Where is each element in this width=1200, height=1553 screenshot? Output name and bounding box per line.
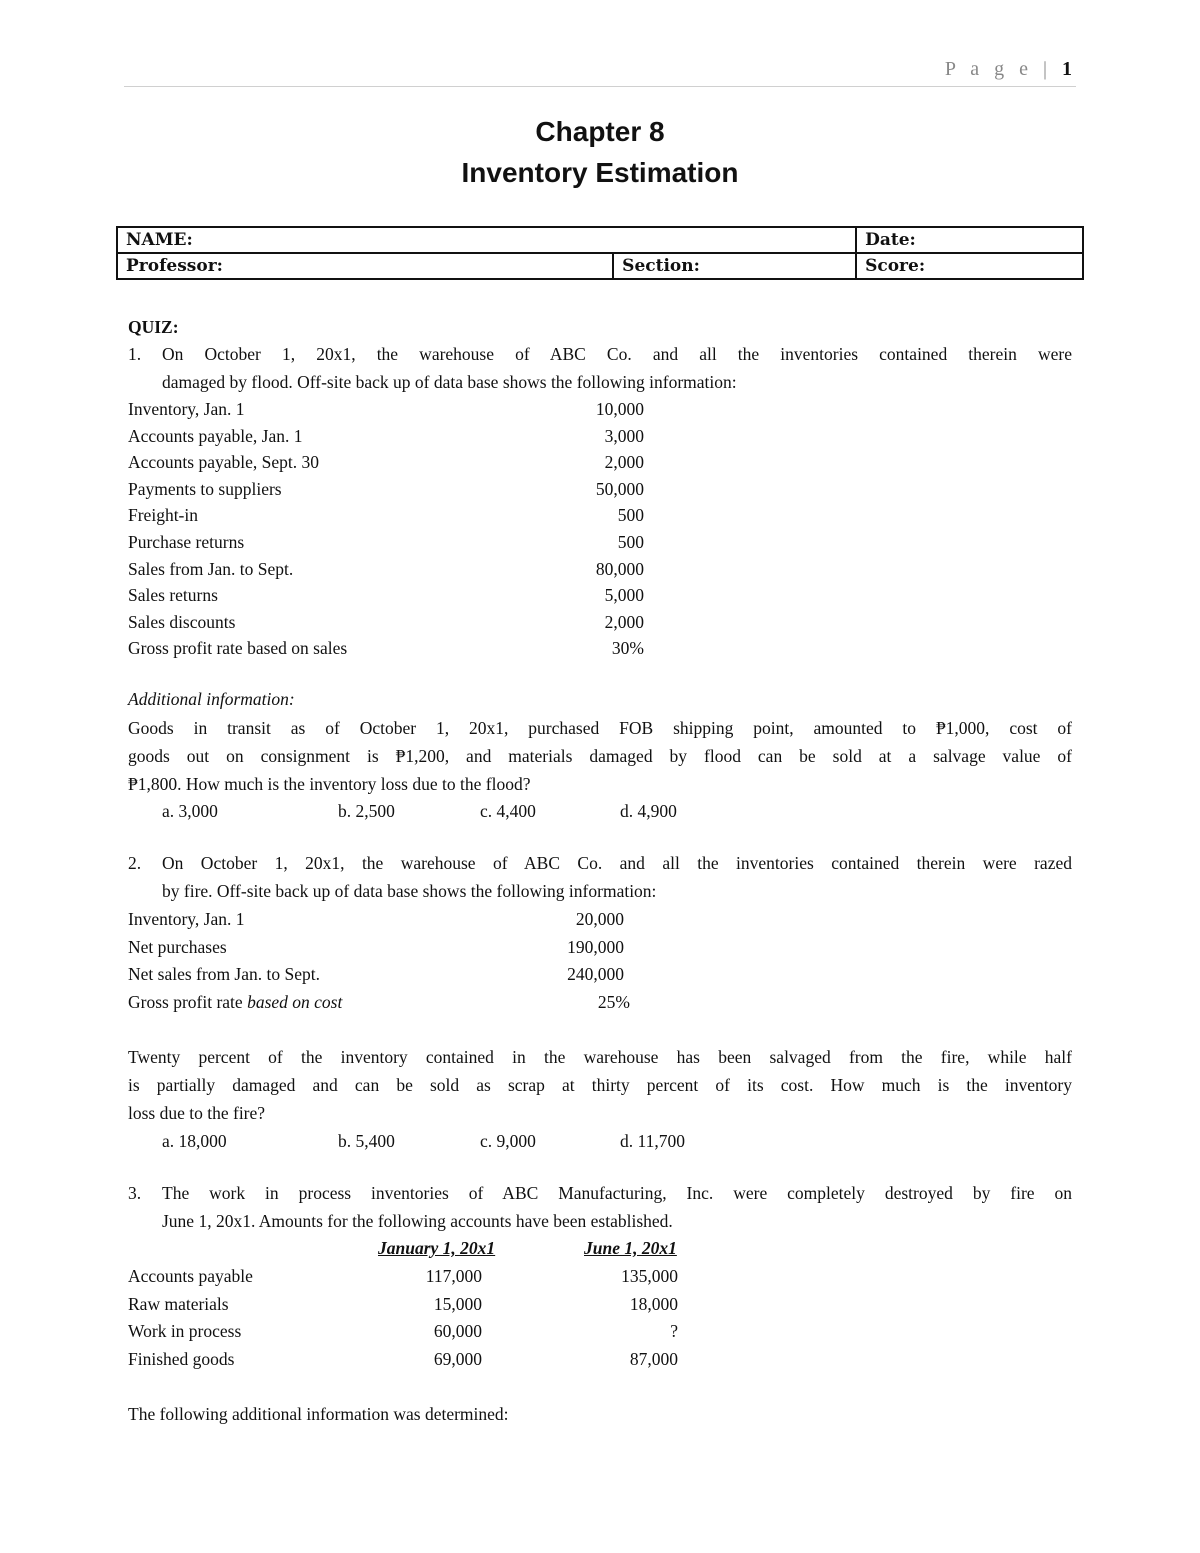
q1-item-value: 80,000 (595, 558, 644, 579)
q3-footer: The following additional information was determined: (128, 1404, 509, 1424)
q3-row-jan: 60,000 (433, 1321, 482, 1342)
q1-item-label: Sales discounts (128, 611, 236, 632)
q3-col-jan: January 1, 20x1 (378, 1238, 496, 1258)
q1-item-label: Accounts payable, Sept. 30 (128, 452, 319, 473)
q2-para-line2: is partially damaged and can be sold as scrap at thirty percent of its cost. How much is the inventory (128, 1075, 1072, 1095)
chapter-subtitle: Inventory Estimation (461, 157, 739, 188)
quiz-heading: QUIZ: (128, 317, 179, 337)
q3-row-label: Finished goods (128, 1348, 235, 1369)
q3-row-jun: 135,000 (621, 1266, 678, 1286)
q1-item-value: 2,000 (604, 452, 644, 473)
q1-item-label: Payments to suppliers (128, 478, 282, 499)
q1-additional-heading: Additional information: (128, 689, 295, 709)
q1-number: 1. (128, 344, 142, 364)
q1-item-label: Gross profit rate based on sales (128, 638, 348, 659)
q2-text-line2: by fire. Off-site back up of data base shows the following information: (162, 881, 657, 901)
q2-choice-d: d. 11,700 (620, 1131, 685, 1151)
page-number-value: 1 (1062, 58, 1072, 80)
q1-choice-d: d. 4,900 (620, 801, 677, 821)
q1-choice-b: b. 2,500 (338, 801, 395, 821)
page-header (124, 58, 1076, 87)
score-cell: Score: (856, 253, 1083, 279)
q2-gp-label-text: Gross profit rate (128, 992, 243, 1012)
q1-item-label: Sales from Jan. to Sept. (128, 558, 294, 579)
q1-item-label: Freight-in (128, 505, 198, 526)
q1-item-label: Accounts payable, Jan. 1 (128, 425, 303, 446)
q3-text-line2: June 1, 20x1. Amounts for the following accounts have been established. (162, 1211, 673, 1231)
q2-item-label: Inventory, Jan. 1 (128, 909, 245, 929)
chapter-title: Chapter 8 (535, 116, 665, 147)
q3-row-jan: 117,000 (425, 1266, 482, 1286)
q2-item-label: Net purchases (128, 936, 227, 957)
q2-para-line1: Twenty percent of the inventory contained in the warehouse has been salvaged from the fire, while half (128, 1047, 1072, 1067)
q2-item-value: 240,000 (567, 964, 624, 985)
professor-cell: Professor: (117, 253, 613, 279)
q1-text-line1: On October 1, 20x1, the warehouse of ABC Co. and all the inventories contained therein were (162, 344, 1072, 364)
date-cell: Date: (856, 227, 1083, 253)
q2-choice-b: b. 5,400 (338, 1131, 395, 1151)
q2-para-line3: loss due to the fire? (128, 1103, 266, 1123)
q2-choice-a: a. 18,000 (162, 1131, 227, 1151)
q1-choice-c: c. 4,400 (480, 801, 536, 821)
q3-row-jun: 18,000 (629, 1293, 678, 1314)
q2-text-line1: On October 1, 20x1, the warehouse of ABC Co. and all the inventories contained therein were razed (162, 853, 1072, 873)
q1-item-value: 30% (611, 638, 644, 659)
name-cell: NAME: (117, 227, 856, 253)
q1-item-label: Inventory, Jan. 1 (128, 399, 245, 419)
q1-item-value: 50,000 (595, 478, 644, 499)
q1-item-value: 10,000 (595, 399, 644, 419)
q2-gp-value: 25% (597, 992, 630, 1012)
page-number (945, 58, 1072, 81)
q2-item-value: 190,000 (567, 936, 624, 957)
page-label: P a g e | (944, 58, 1052, 80)
q3-row-jan: 69,000 (433, 1348, 482, 1369)
q1-text-line2: damaged by flood. Off-site back up of data base shows the following information: (162, 372, 737, 392)
q3-row-label: Work in process (128, 1321, 242, 1342)
q3-row-jun: 87,000 (629, 1348, 678, 1369)
q2-gp-label-italic: based on cost (247, 992, 343, 1012)
q3-row-label: Accounts payable (128, 1266, 253, 1286)
q1-item-label: Purchase returns (128, 532, 245, 552)
q1-additional-line2: goods out on consignment is ₱1,200, and materials damaged by flood can be sold at a salvage value of (128, 746, 1072, 766)
q1-choice-a: a. 3,000 (162, 801, 218, 821)
q2-number: 2. (128, 853, 142, 873)
q1-additional-line1: Goods in transit as of October 1, 20x1, purchased FOB shipping point, amounted to ₱1,000, cost of (128, 718, 1072, 738)
q2-gp-label (128, 989, 342, 1016)
q2-item-label: Net sales from Jan. to Sept. (128, 964, 320, 985)
q2-item-value: 20,000 (575, 909, 624, 929)
q1-additional-line3: ₱1,800. How much is the inventory loss due to the flood? (128, 774, 531, 794)
q3-text-line1: The work in process inventories of ABC Manufacturing, Inc. were completely destroyed by fire on (162, 1183, 1072, 1203)
student-info-table (116, 226, 1084, 280)
q3-row-jun: ? (670, 1321, 678, 1342)
q1-item-value: 500 (617, 505, 644, 526)
q1-item-value: 5,000 (604, 585, 644, 606)
q1-item-value: 500 (617, 532, 644, 552)
q3-row-jan: 15,000 (433, 1293, 482, 1314)
q3-number: 3. (128, 1183, 142, 1203)
q2-choice-c: c. 9,000 (480, 1131, 536, 1151)
q1-item-value: 2,000 (604, 611, 644, 632)
q1-item-label: Sales returns (128, 585, 218, 606)
section-cell: Section: (613, 253, 856, 279)
q3-row-label: Raw materials (128, 1293, 229, 1314)
q1-item-value: 3,000 (604, 425, 644, 446)
q3-col-jun: June 1, 20x1 (584, 1238, 677, 1258)
